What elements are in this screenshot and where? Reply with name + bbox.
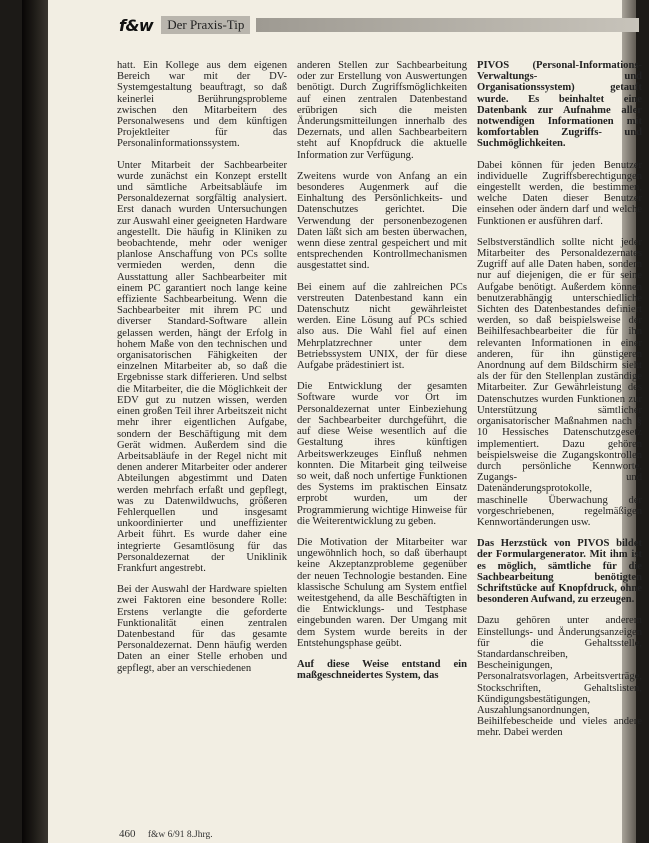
magazine-logo: f&w (119, 15, 154, 35)
paragraph: Selbstverständlich sollte nicht jeder Mitarbeiter des Personaldezernates Zugriff auf alle Daten haben, sondern nur auf diejenigen, die er für seine Aufgabe benötigt. Außerdem können benutzerabhängig unterschiedliche Sichten des Datenbestandes definiert werden, so daß beispielsweise der Beihilfesachbearbeiter die für ihn relevanten Informationen in einer anderen, für ihn günstigeren Anordnung auf dem Bildschirm sieht als der für den Stellenplan zuständige Mitarbeiter. Zur Gewährleistung des Datenschutzes wurden Funktionen zur Unterstützung sämtlicher organisatorischer Maßnahmen nach § 10 Hessisches Datenschutzgesetz implementiert. Dazu gehören beispielsweise die Zugangskontrollen durch persönliche Kennworte, Zugangs- und Datenänderungsprotokolle, maschinelle Überwachung der vorgeschriebenen, regelmäßigen Kennwortänderungen usw. (477, 236, 642, 528)
paragraph-bold: PIVOS (Personal-Informations-Verwaltungs- und Organisationssystem) getauft wurde. Es beinhaltet eine Datenbank zur Aufnahme aller notwendigen Informationen mit komfortablen Zugriffs- und Suchmöglichkeiten. (477, 60, 642, 150)
paragraph: hatt. Ein Kollege aus dem eigenen Bereich war mit der DV-Systemgestaltung beauftragt, so daß keinerlei Berührungsprobleme zwischen den Mitarbeitern des Personalwesens und dem künftigen Projektleiter für das Personalinformationssystem. (117, 60, 287, 150)
paragraph: Die Entwicklung der gesamten Software wurde vor Ort im Personaldezernat unter Einbeziehung der Sachbearbeiter durchgeführt, die auf diese Weise wesentlich auf die Gestaltung ihres künftigen Arbeitswerkzeuges Einfluß nehmen konnten. Die Mitarbeit ging teilweise so weit, daß noch unfertige Funktionen des Systems im praktischen Einsatz erprobt wurden, um der Programmierung wichtige Hinweise für die Weiterentwicklung zu geben. (297, 381, 467, 527)
book-binding-shadow (22, 0, 48, 843)
page-footer (119, 828, 213, 840)
paragraph: Unter Mitarbeit der Sachbearbeiter wurde zunächst ein Konzept erstellt und sämtliche Arbeitsabläufe im Personaldezernat sorgfältig analysiert. Erst danach wurden Untersuchungen zur Auswahl einer geeigneten Hardware angestellt. Die häufig in Kliniken zu beobachtende, mehr oder weniger planlose Anschaffung von PCs sollte vermieden werden, denn die Ausstattung aller Sachbearbeiter mit einem PC garantiert noch lange keine effiziente Sachbearbeitung. Wenn die Sachbearbeiter mit ihrem PC und diverser Standard-Software allein gelassen werden, hängt der Erfolg in hohem Maße von den technischen und organisatorischen Fähigkeiten der einzelnen Mitarbeiter ab, so daß die Ergebnisse stark differieren. Und selbst die Mitarbeiter, die die Möglichkeit der EDV gut zu nutzen wissen, werden einen großen Teil ihrer Arbeitszeit nicht mehr ihrer eigentlichen Aufgabe, sondern der Beschäftigung mit dem Gerät widmen. Außerdem sind die Arbeitsabläufe in der Regel nicht mit denen anderer Mitarbeiter oder anderer Abteilungen abgestimmt und Daten werden mehrfach erfaßt und gepflegt, was zu Datenwildwuchs, größeren Fehlerquellen und insgesamt unkoordinierter und uneffizienter Arbeit führt. Es wurde daher eine integrierte Gesamtlösung für das Personaldezernat der Uniklinik Frankfurt angestrebt. (117, 159, 288, 574)
paragraph-bold: Das Herzstück von PIVOS bildet der Formulargenerator. Mit ihm ist es möglich, sämtliche für die Sachbearbeitung benötigten Schriftstücke auf Knopfdruck, ohne besonderen Aufwand, zu erzeugen. (477, 538, 642, 606)
paragraph: Bei einem auf die zahlreichen PCs verstreuten Datenbestand kann ein Datenschutz nicht gewährleistet werden. Eine Lösung auf PCs schied also aus. Die Wahl fiel auf einen Mehrplatzrechner unter dem Betriebssystem UNIX, der für diese Aufgabe prädestiniert ist. (297, 281, 467, 372)
page (22, 0, 642, 843)
header-rule (256, 18, 639, 32)
paragraph-bold: Auf diese Weise entstand ein maßgeschneidertes System, das (297, 658, 467, 682)
paragraph: Bei der Auswahl der Hardware spielten zwei Faktoren eine besondere Rolle: Erstens verlangte die geforderte Funktionalität einen zentralen Datenbestand für das gesamte Personaldezernat. Denn häufig werden Daten an einer Stelle erhoben und gepflegt, aber an verschiedenen (117, 584, 287, 674)
text-column-3 (477, 60, 642, 749)
running-header (119, 12, 639, 38)
text-column-1 (117, 60, 287, 684)
issue-label: f&w 6/91 8.Jhrg. (147, 830, 213, 840)
paragraph: Dazu gehören unter anderem Einstellungs- und Änderungsanzeigen für die Gehaltsstelle, Standardanschreiben, Bescheinigungen, Personalratsvorlagen, Arbeitsverträge, Stockschriften, Gehaltslisten, Kündigungsbestätigungen, Auszahlungsanordnungen, Beihilfebescheide und vieles andere mehr. Dabei werden (477, 615, 642, 739)
page-number: 460 (119, 828, 136, 840)
paragraph: Zweitens wurde von Anfang an ein besonderes Augenmerk auf die Einhaltung des Persönlichkeits- und Datenschutzes gerichtet. Die Verwendung der personenbezogenen Daten läßt sich am besten überwachen, wenn diese zentral gespeichert und mit entsprechenden Kontrollmechanismen ausgestattet sind. (297, 170, 467, 272)
paragraph: anderen Stellen zur Sachbearbeitung oder zur Erstellung von Auswertungen benötigt. Durch Zugriffsmöglichkeiten auf einen zentralen Datenbestand erübrigen sich die meisten Änderungsmitteilungen innerhalb des Dezernats, und allen Sachbearbeitern steht auf Knopfdruck die aktuelle Information zur Verfügung. (297, 60, 467, 161)
paragraph: Die Motivation der Mitarbeiter war ungewöhnlich hoch, so daß überhaupt keine Akzeptanzprobleme gegenüber der neuen Technologie bestanden. Eine klassische Schulung am System entfiel weitestgehend, da alle Beschäftigten in die Entwicklungs- und Testphase eingebunden waren. Der Umgang mit dem System wurde bereits in der Entstehungsphase geübt. (297, 536, 467, 649)
paragraph: Dabei können für jeden Benutzer individuelle Zugriffsberechtigungen eingestellt werden, die bestimmen, welche Daten dieser Benutzer einsehen oder ändern darf und welche Funktionen er ausführen darf. (477, 159, 642, 227)
text-column-2 (297, 60, 467, 691)
section-title: Der Praxis-Tip (161, 16, 250, 34)
